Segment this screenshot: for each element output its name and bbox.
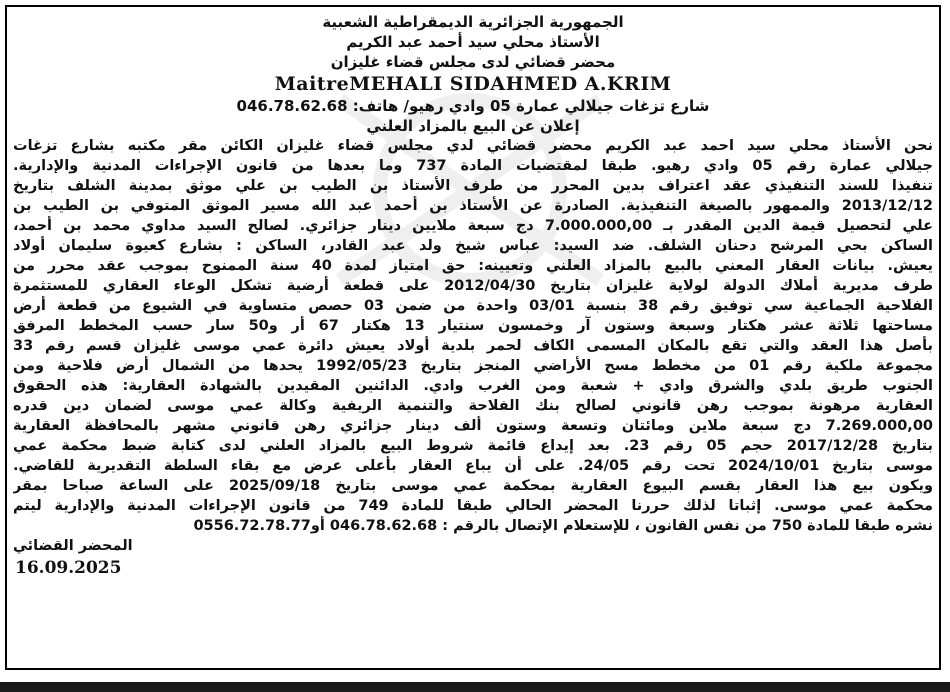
body-line: الجنوب طريق بلدي والشرق وادي + شعبة ومن الغرب وادي. الدائنين المقيدين بالشهادة العقارية: هذه الحقوق	[13, 378, 933, 394]
announcement-title: إعلان عن البيع بالمزاد العلني	[366, 117, 580, 135]
body-line: 2013/12/12 والممهور بالصيغة التنفيذية. الصادرة عن الأستاذ بن أحمد عبد الله مسير الموثق المتوفي بن الطيب بن	[13, 198, 933, 214]
body-line: موسى بتاريخ 2024/10/01 تحت رقم 24/05. على أن يباع العقار بأعلى عرض مع بقاء السلطة التقديرية للقاضي.	[13, 458, 933, 474]
bailiff-title: محضر قضائي لدى مجلس قضاء غليزان	[330, 53, 616, 71]
body-line: الفلاحية الجماعية سي توفيق رقم 38 بنسبة 03/01 واحدة من ضمن 03 حصص متساوية في الشيوع من قطعة أرض	[13, 298, 933, 314]
announcement-frame	[5, 5, 941, 670]
body-line: العقارية مرهونة بموجب رهن قانوني لصالح بنك الفلاحة والتنمية الريفية وكالة عمي موسى لضمان دين قدره	[13, 398, 933, 414]
republic-title: الجمهورية الجزائرية الديمقراطية الشعبية	[322, 13, 624, 31]
body-line: مجموعة ملكية رقم 01 من مخطط مسح الأراضي المنجز بتاريخ 1992/05/23 يحدها من الشمال أرض فلاحية ومن	[13, 358, 933, 374]
body-line: 7.269.000,00 دج سبعة ملاين ومائتان وتسعة وستون ألف دينار جزائري رهن قانوني مشهر بالمحافظة العقارية	[13, 418, 933, 434]
office-address: شارع تزغات جيلالي عمارة 05 وادي رهيو/ هاتف: 046.78.62.68	[236, 97, 710, 115]
body-line: محكمة عمي موسى. إثباتا لذلك حررنا المحضر الحالي طبقا للمادة 749 من قانون الإجراءات المدنية والإدارية ليتم	[13, 498, 933, 514]
announcement-body	[7, 136, 939, 536]
body-line: نحن الأستاذ محلي سيد احمد عبد الكريم محضر قضائي لدي مجلس قضاء غليزان الكائن مقر مكتبه بشارع تزغات	[13, 138, 933, 154]
body-line: يعيش. بيانات العقار المعني بالبيع بالمزاد العلني وتعيينه: حق امتياز لمدة 40 سنة الممنوح بموجب عقد محرر من	[13, 258, 933, 274]
body-line: تنفيذا للسند التنفيذي عقد اعتراف بدين المحرر من طرف الأستاذ بن الطيب بن علي موثق بمدينة الشلف بتاريخ	[13, 178, 933, 194]
body-line: طرف مديرية أملاك الدولة لولاية غليزان بتاريخ 2012/04/30 على قطعة أرضية تشكل الوعاء العقاري للمستثمرة	[13, 278, 933, 294]
bottom-bar	[0, 682, 950, 692]
bailiff-latin-name: MaitreMEHALI SIDAHMED A.KRIM	[274, 73, 672, 95]
body-line: ويكون بيع هذا العقار بقسم البيوع العقارية بمحكمة عمي موسى بتاريخ 2025/09/18 على الساعة صباحا بمقر	[13, 478, 933, 494]
bailiff-name: الأستاذ محلي سيد أحمد عبد الكريم	[346, 33, 600, 51]
body-line: بتاريخ 2017/12/28 حجم 05 رقم 23. بعد إيداع قائمة شروط البيع بالمزاد العلني لدى كتابة ضبط محكمة عمي	[13, 438, 933, 454]
body-line: بأصل هذا العقد والتي تقع بالمكان المسمى الكاف لحمر بلدية أولاد يعيش دائرة عمي موسى غليزان قسم رقم 33	[13, 338, 933, 354]
body-line: جيلالي عمارة رقم 05 وادي رهيو. طبقا لمقتضيات المادة 737 وما بعدها من قانون الإجراءات المدنية والإدارية.	[13, 158, 933, 174]
body-line: مساحتها ثلاثة عشر هكتار وسبعة وستون آر وخمسون سنتيار 13 هكتار 67 أر و50 سار حسب المخطط المرفق	[13, 318, 933, 334]
document-header	[7, 12, 939, 136]
document-date: 16.09.2025	[15, 558, 122, 578]
body-line: علي لتحصيل قيمة الدين المقدر بـ 7.000.000,00 دج سبعة ملايين دينار جزائري. لصالح السيد مداوي محمد بن أحمد،	[13, 218, 933, 234]
body-line: نشره طبقا للمادة 750 من نفس القانون ، للإستعلام الإتصال بالرقم : 046.78.62.68 أو0556.72.78.77	[193, 518, 933, 534]
signature-label: المحضر القضائي	[13, 538, 133, 554]
body-line: الساكن بحي المرشح دحنان الشلف. ضد السيد: عباس شيخ ولد عبد القادر، الساكن : بشارع كعيوة سليمان أولاد	[13, 238, 933, 254]
